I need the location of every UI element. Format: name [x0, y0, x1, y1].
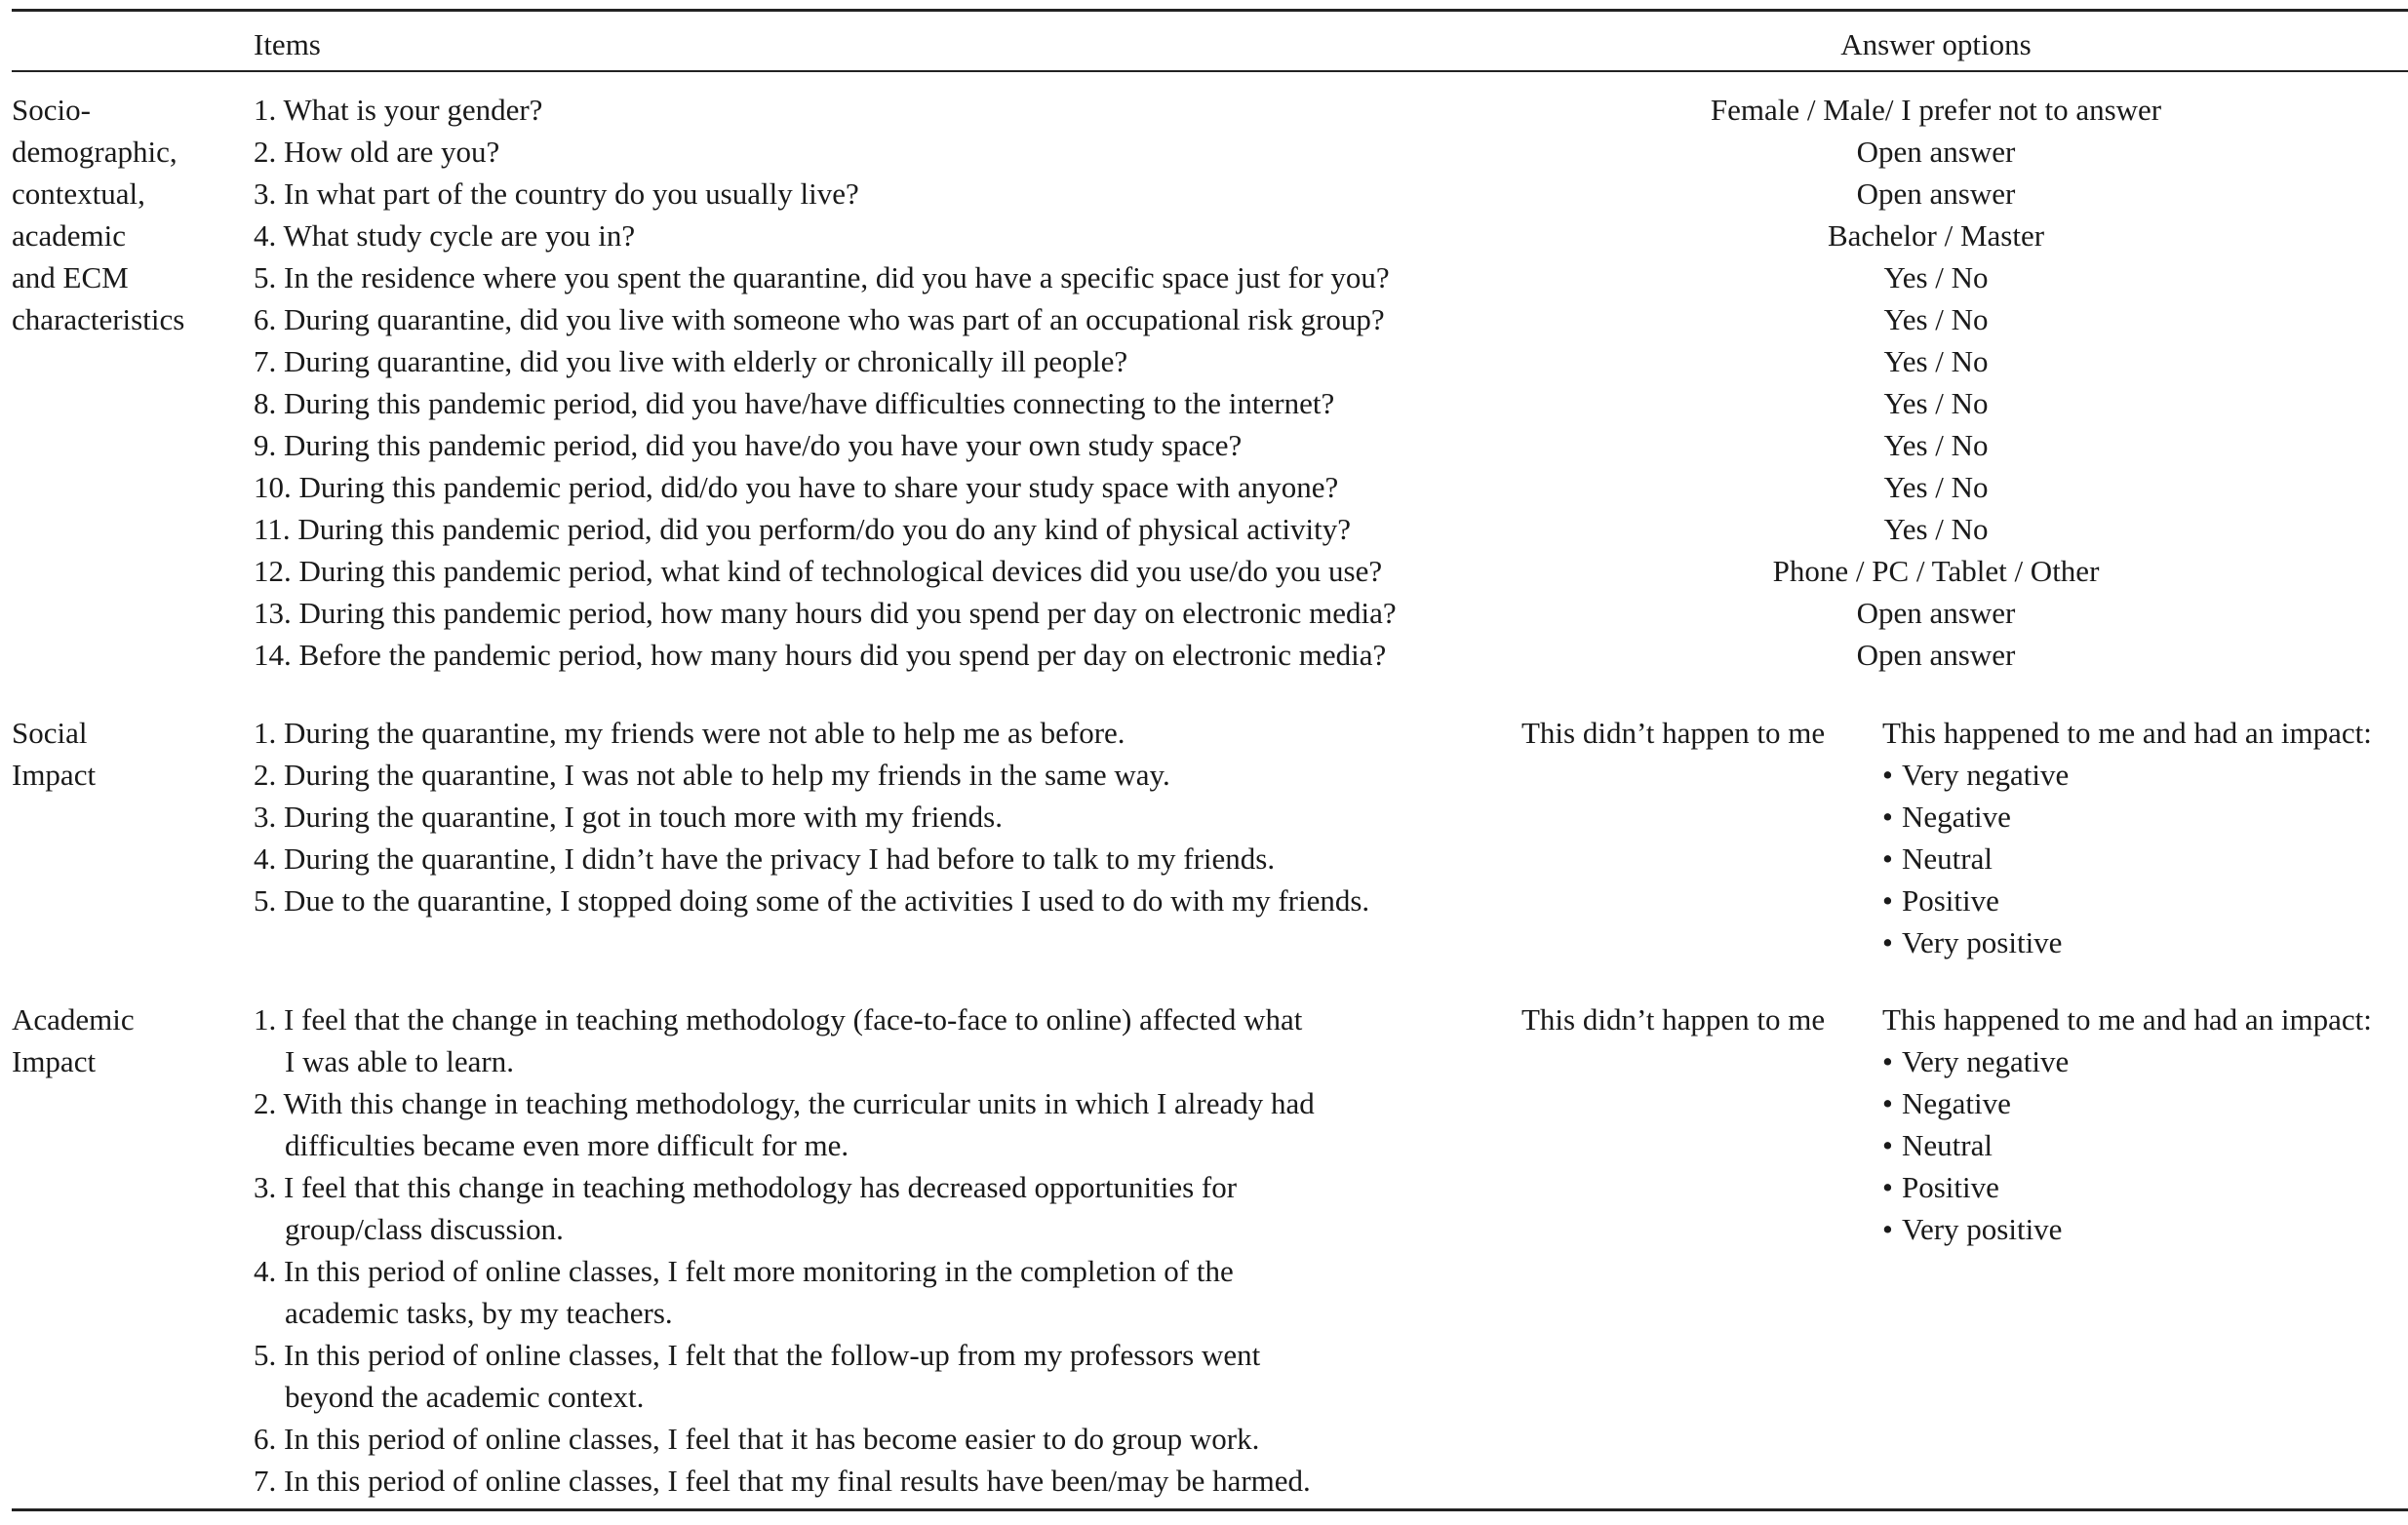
impact-option-list: [1882, 712, 2372, 963]
item-line: 1. I feel that the change in teaching methodology (face-to-face to online) affected what: [254, 1002, 1303, 1036]
item-text: 8. During this pandemic period, did you have/have difficulties connecting to the internet?: [254, 386, 1335, 420]
item-line-continued: group/class discussion.: [285, 1212, 564, 1246]
impact-option-label: Very positive: [1902, 1212, 2063, 1246]
category-line: and ECM: [12, 260, 129, 294]
answer-option: Open answer: [1856, 638, 2016, 672]
impact-option: [1882, 1082, 2372, 1124]
item-text: 7. In this period of online classes, I feel that my final results have been/may be harmed.: [254, 1464, 1311, 1498]
item-line: 3. I feel that this change in teaching methodology has decreased opportunities for: [254, 1170, 1238, 1204]
bullet-icon: •: [1882, 800, 1893, 834]
impact-option-label: Negative: [1902, 800, 2011, 834]
item-text: 6. During quarantine, did you live with someone who was part of an occupational risk group?: [254, 302, 1385, 336]
item-line-continued: I was able to learn.: [285, 1044, 514, 1078]
impact-option: [1882, 838, 2372, 880]
impact-option: [1882, 1208, 2372, 1250]
item-text: [254, 1082, 1521, 1166]
answer-option: Bachelor / Master: [1827, 218, 2045, 253]
item-text: 3. During the quarantine, I got in touch more with my friends.: [254, 800, 1003, 834]
category-line: Social: [12, 716, 88, 750]
impact-option: [1882, 1166, 2372, 1208]
item-text: [254, 998, 1521, 1082]
answer-option: Open answer: [1856, 176, 2016, 211]
item-text: 2. During the quarantine, I was not able to help my friends in the same way.: [254, 758, 1170, 792]
table-header-rule: [12, 70, 2408, 72]
table-top-rule: [12, 9, 2408, 12]
item-text: 6. In this period of online classes, I feel that it has become easier to do group work.: [254, 1422, 1260, 1456]
category-line: demographic,: [12, 135, 178, 169]
category-line: academic: [12, 218, 127, 253]
item-text: 10. During this pandemic period, did/do you have to share your study space with anyone?: [254, 470, 1339, 504]
column-header-answer-options: Answer options: [1840, 27, 2032, 61]
answer-option: Yes / No: [1883, 428, 1989, 462]
item-list: [254, 998, 1521, 1502]
impact-option: [1882, 1040, 2372, 1082]
item-text: 1. During the quarantine, my friends were not able to help me as before.: [254, 716, 1125, 750]
bullet-icon: •: [1882, 1044, 1893, 1078]
impact-option: [1882, 796, 2372, 838]
answer-option: Female / Male/ I prefer not to answer: [1710, 93, 2162, 127]
not-happened-option: This didn’t happen to me: [1521, 716, 1826, 750]
bullet-icon: •: [1882, 1086, 1893, 1120]
answer-option: Yes / No: [1883, 512, 1989, 546]
impact-heading: This happened to me and had an impact:: [1882, 716, 2372, 750]
impact-option: [1882, 880, 2372, 921]
bullet-icon: •: [1882, 1212, 1893, 1246]
answer-option: Yes / No: [1883, 470, 1989, 504]
impact-option-label: Neutral: [1902, 841, 1993, 876]
item-text: 4. What study cycle are you in?: [254, 218, 636, 253]
item-text: 13. During this pandemic period, how many hours did you spend per day on electronic media?: [254, 596, 1397, 630]
item-text: [254, 1250, 1521, 1334]
answer-option: Open answer: [1856, 596, 2016, 630]
item-text: 4. During the quarantine, I didn’t have the privacy I had before to talk to my friends.: [254, 841, 1276, 876]
category-label: [12, 712, 236, 796]
impact-option-label: Positive: [1902, 1170, 1999, 1204]
item-text: 7. During quarantine, did you live with elderly or chronically ill people?: [254, 344, 1128, 378]
item-text: 9. During this pandemic period, did you have/do you have your own study space?: [254, 428, 1243, 462]
category-line: Impact: [12, 758, 97, 792]
category-line: Academic: [12, 1002, 135, 1036]
item-text: 2. How old are you?: [254, 135, 500, 169]
item-text: 14. Before the pandemic period, how many hours did you spend per day on electronic media?: [254, 638, 1387, 672]
impact-option-label: Negative: [1902, 1086, 2011, 1120]
item-list: [254, 89, 1521, 676]
category-line: Socio-: [12, 93, 91, 127]
bullet-icon: •: [1882, 841, 1893, 876]
impact-option: [1882, 921, 2372, 963]
category-line: characteristics: [12, 302, 185, 336]
impact-option: [1882, 1124, 2372, 1166]
item-text: 12. During this pandemic period, what kind of technological devices did you use/do you use?: [254, 554, 1383, 588]
item-text: [254, 1334, 1521, 1418]
item-list: [254, 712, 1521, 921]
bullet-icon: •: [1882, 1170, 1893, 1204]
bullet-icon: •: [1882, 1128, 1893, 1162]
answer-option: Phone / PC / Tablet / Other: [1772, 554, 2100, 588]
impact-heading: This happened to me and had an impact:: [1882, 1002, 2372, 1036]
impact-option-list: [1882, 998, 2372, 1250]
answer-option: Yes / No: [1883, 386, 1989, 420]
bullet-icon: •: [1882, 925, 1893, 959]
answer-option: Yes / No: [1883, 260, 1989, 294]
column-header-items: Items: [254, 27, 321, 61]
item-text: 5. In the residence where you spent the quarantine, did you have a specific space just for you?: [254, 260, 1390, 294]
answer-option: Open answer: [1856, 135, 2016, 169]
impact-option: [1882, 754, 2372, 796]
impact-option-label: Positive: [1902, 883, 1999, 918]
item-text: 5. Due to the quarantine, I stopped doing some of the activities I used to do with my friends.: [254, 883, 1370, 918]
impact-option-label: Neutral: [1902, 1128, 1993, 1162]
bullet-icon: •: [1882, 758, 1893, 792]
impact-option-label: Very negative: [1902, 758, 2070, 792]
item-line-continued: difficulties became even more difficult for me.: [285, 1128, 849, 1162]
item-text: 3. In what part of the country do you usually live?: [254, 176, 859, 211]
category-label: [12, 89, 236, 340]
item-line: 4. In this period of online classes, I felt more monitoring in the completion of the: [254, 1254, 1234, 1288]
table-bottom-rule: [12, 1508, 2408, 1511]
not-happened-option: This didn’t happen to me: [1521, 1002, 1826, 1036]
item-text: 1. What is your gender?: [254, 93, 543, 127]
item-line-continued: academic tasks, by my teachers.: [285, 1296, 673, 1330]
answer-option-list: [1658, 89, 2214, 676]
answer-option: Yes / No: [1883, 344, 1989, 378]
bullet-icon: •: [1882, 883, 1893, 918]
item-line: 2. With this change in teaching methodology, the curricular units in which I already had: [254, 1086, 1315, 1120]
category-line: Impact: [12, 1044, 97, 1078]
item-line: 5. In this period of online classes, I felt that the follow-up from my professors went: [254, 1338, 1261, 1372]
item-text: 11. During this pandemic period, did you perform/do you do any kind of physical activity?: [254, 512, 1351, 546]
item-text: [254, 1166, 1521, 1250]
category-line: contextual,: [12, 176, 145, 211]
category-label: [12, 998, 236, 1082]
answer-option: Yes / No: [1883, 302, 1989, 336]
item-line-continued: beyond the academic context.: [285, 1380, 645, 1414]
impact-option-label: Very negative: [1902, 1044, 2070, 1078]
impact-option-label: Very positive: [1902, 925, 2063, 959]
